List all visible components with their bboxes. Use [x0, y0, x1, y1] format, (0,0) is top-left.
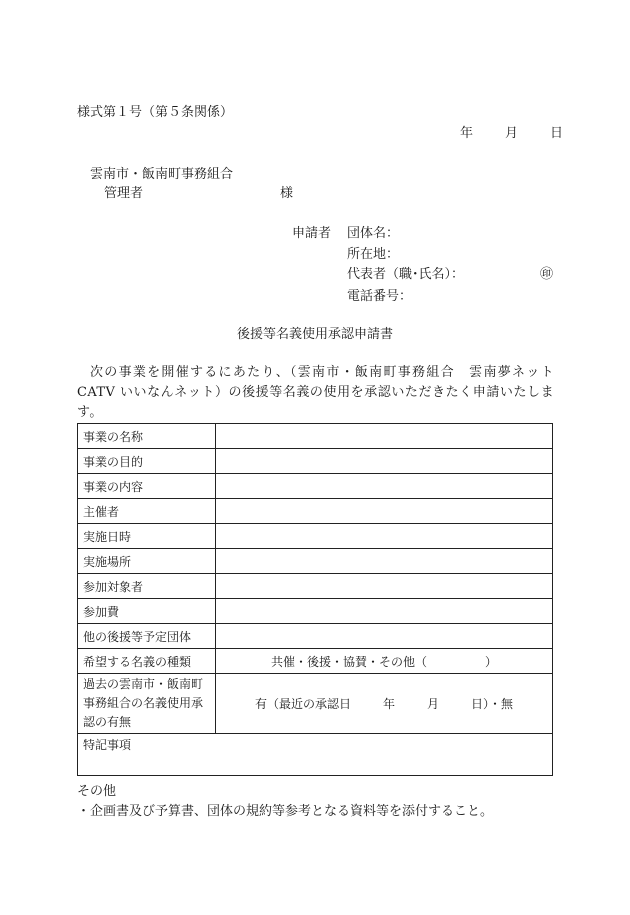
addressee-organization: 雲南市・飯南町事務組合	[90, 167, 234, 182]
applicant-representative-field[interactable]: 代表者（職･氏名）：	[347, 267, 465, 282]
event-name-cell[interactable]	[216, 424, 553, 449]
special-notes-label: 特記事項	[83, 738, 132, 752]
past-usage-label: 過去の雲南市・飯南町 事務組合の名義使用承 認の有無	[78, 674, 216, 734]
venue-cell[interactable]	[216, 549, 553, 574]
desired-type-cell[interactable]	[216, 649, 553, 674]
applicant-group-name-field[interactable]: 団体名：	[347, 226, 400, 241]
other-section-item: ・企画書及び予算書、団体の規約等参考となる資料等を添付すること。	[77, 804, 494, 819]
special-notes-cell[interactable]	[78, 734, 553, 776]
participation-fee-label: 参加費	[78, 599, 216, 624]
table-row	[78, 599, 553, 624]
table-row	[78, 499, 553, 524]
applicant-phone-field[interactable]: 電話番号：	[347, 289, 413, 304]
date-month-label: 月	[505, 126, 519, 141]
datetime-cell[interactable]	[216, 524, 553, 549]
event-content-cell[interactable]	[216, 474, 553, 499]
venue-label: 実施場所	[78, 549, 216, 574]
table-row	[78, 474, 553, 499]
event-purpose-label: 事業の目的	[78, 449, 216, 474]
table-row	[78, 449, 553, 474]
date-day-label: 日	[550, 126, 564, 141]
organizer-label: 主催者	[78, 499, 216, 524]
organizer-cell[interactable]	[216, 499, 553, 524]
table-row	[78, 574, 553, 599]
other-sponsors-label: 他の後援等予定団体	[78, 624, 216, 649]
table-row	[78, 624, 553, 649]
event-name-label: 事業の名称	[78, 424, 216, 449]
applicant-label: 申請者	[292, 226, 332, 241]
desired-type-label: 希望する名義の種類	[78, 649, 216, 674]
application-table	[77, 423, 553, 776]
applicant-address-field[interactable]: 所在地：	[347, 247, 400, 262]
event-purpose-cell[interactable]	[216, 449, 553, 474]
addressee-title: 管理者	[104, 186, 144, 201]
event-content-label: 事業の内容	[78, 474, 216, 499]
participation-fee-cell[interactable]	[216, 599, 553, 624]
date-line	[460, 122, 563, 141]
table-row	[78, 734, 553, 776]
table-row	[78, 524, 553, 549]
table-row	[78, 424, 553, 449]
table-row	[78, 549, 553, 574]
form-number: 様式第１号（第５条関係）	[77, 105, 234, 120]
date-year-label: 年	[460, 126, 474, 141]
datetime-label: 実施日時	[78, 524, 216, 549]
past-usage-cell[interactable]: 有（最近の承認日 年 月 日）・無	[216, 674, 553, 734]
intro-paragraph: 次の事業を開催するにあたり、（雲南市・飯南町事務組合 雲南夢ネットCATV いいなんネット）の後援等名義の使用を承認いただきたく申請いたします。	[77, 365, 554, 420]
table-row	[78, 649, 553, 674]
addressee-honorific: 様	[280, 186, 294, 201]
other-sponsors-cell[interactable]	[216, 624, 553, 649]
seal-mark: ㊞	[540, 267, 554, 282]
target-participants-cell[interactable]	[216, 574, 553, 599]
table-row	[78, 674, 553, 734]
other-section-label: その他	[77, 784, 117, 799]
document-title: 後援等名義使用承認申請書	[236, 327, 393, 342]
target-participants-label: 参加対象者	[78, 574, 216, 599]
desired-type-close: ）	[485, 654, 498, 669]
desired-type-options[interactable]: 共催・後援・協賛・その他（	[270, 654, 427, 669]
